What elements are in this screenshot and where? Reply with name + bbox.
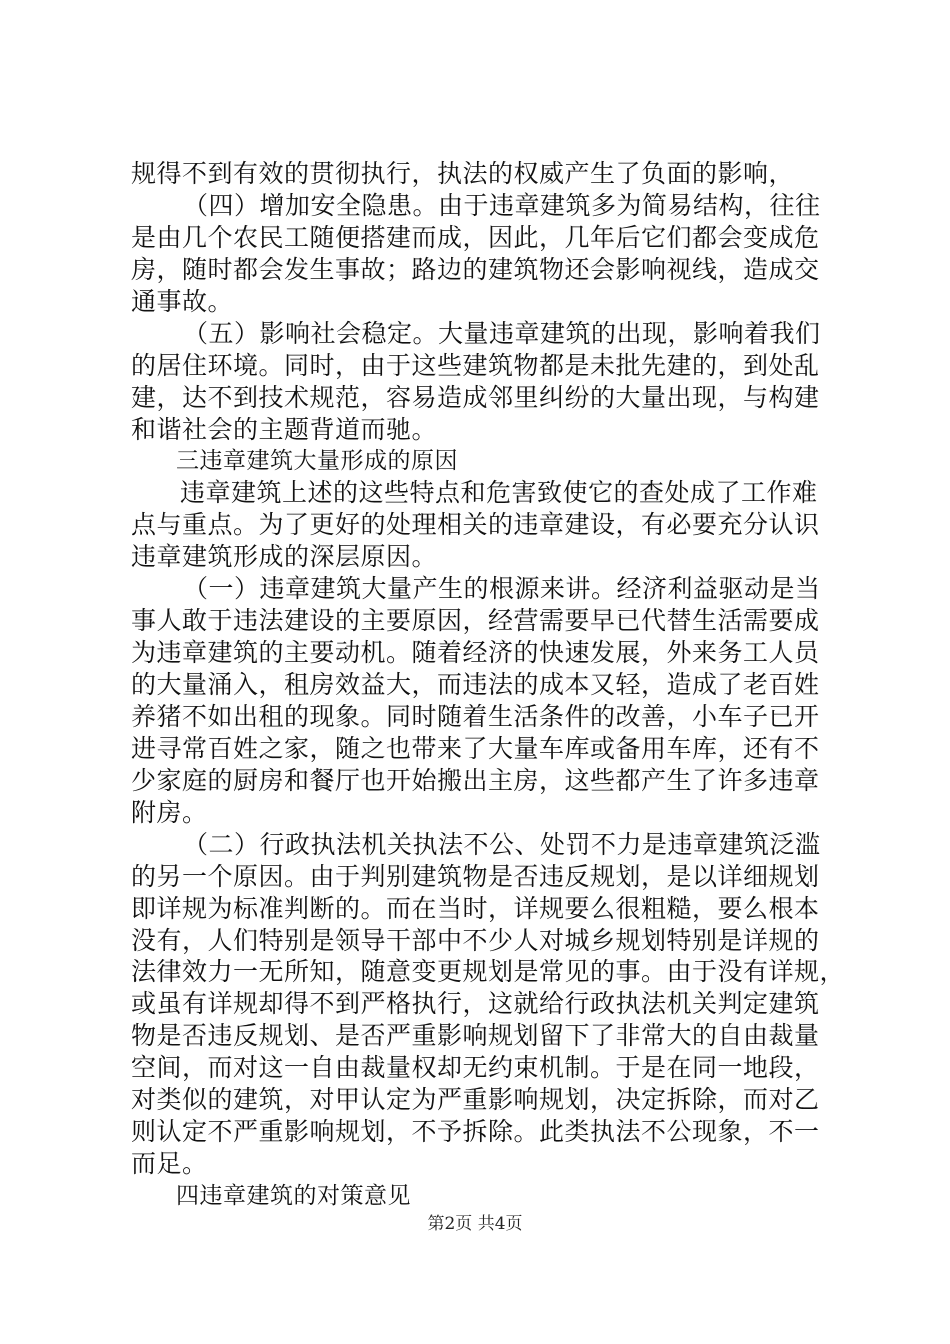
- text-line: 的另一个原因。由于判别建筑物是否违反规划，是以详细规划: [131, 862, 820, 891]
- text-line: （四）增加安全隐患。由于违章建筑多为简易结构，往往: [183, 191, 821, 220]
- text-line: 即详规为标准判断的。而在当时，详规要么很粗糙，要么根本: [131, 894, 820, 923]
- section-heading: 三违章建筑大量形成的原因: [176, 448, 458, 474]
- text-line: 建，达不到技术规范，容易造成邻里纠纷的大量出现，与构建: [131, 383, 820, 412]
- text-line: 违章建筑形成的深层原因。: [131, 542, 438, 571]
- text-line: 点与重点。为了更好的处理相关的违章建设，有必要充分认识: [131, 510, 820, 539]
- text-line: 通事故。: [131, 287, 234, 316]
- page-number-footer: 第2页 共4页: [427, 1214, 523, 1234]
- text-line: 空间，而对这一自由裁量权却无约束机制。于是在同一地段，: [131, 1053, 820, 1082]
- text-line: 则认定不严重影响规划，不予拆除。此类执法不公现象，不一: [131, 1117, 820, 1146]
- text-line: 规得不到有效的贯彻执行，执法的权威产生了负面的影响，: [131, 159, 795, 188]
- text-line: 房，随时都会发生事故；路边的建筑物还会影响视线，造成交: [131, 255, 820, 284]
- text-line: 少家庭的厨房和餐厅也开始搬出主房，这些都产生了许多违章: [131, 766, 820, 795]
- text-line: 或虽有详规却得不到严格执行，这就给行政执法机关判定建筑: [131, 989, 820, 1018]
- text-line: 对类似的建筑，对甲认定为严重影响规划，决定拆除，而对乙: [131, 1085, 820, 1114]
- text-line: 的居住环境。同时，由于这些建筑物都是未批先建的，到处乱: [131, 351, 820, 380]
- text-line: 进寻常百姓之家，随之也带来了大量车库或备用车库，还有不: [131, 734, 820, 763]
- text-line: 而足。: [131, 1149, 208, 1178]
- text-line: 没有，人们特别是领导干部中不少人对城乡规划特别是详规的: [131, 926, 820, 955]
- text-line: 是由几个农民工随便搭建而成，因此，几年后它们都会变成危: [131, 223, 820, 252]
- text-line: （二）行政执法机关执法不公、处罚不力是违章建筑泛滥: [183, 830, 821, 859]
- text-line: 法律效力一无所知，随意变更规划是常见的事。由于没有详规，: [131, 957, 846, 986]
- section-heading: 四违章建筑的对策意见: [176, 1183, 411, 1209]
- text-line: 违章建筑上述的这些特点和危害致使它的查处成了工作难: [180, 478, 818, 507]
- text-line: 事人敢于违法建设的主要原因，经营需要早已代替生活需要成: [131, 606, 820, 635]
- text-line: 为违章建筑的主要动机。随着经济的快速发展，外来务工人员: [131, 638, 820, 667]
- text-line: 养猪不如出租的现象。同时随着生活条件的改善，小车子已开: [131, 702, 820, 731]
- text-line: 的大量涌入，租房效益大，而违法的成本又轻，造成了老百姓: [131, 670, 820, 699]
- text-line: 和谐社会的主题背道而驰。: [131, 415, 438, 444]
- text-line: （五）影响社会稳定。大量违章建筑的出现，影响着我们: [183, 319, 821, 348]
- text-line: 附房。: [131, 798, 208, 827]
- text-line: （一）违章建筑大量产生的根源来讲。经济利益驱动是当: [183, 574, 821, 603]
- text-line: 物是否违反规划、是否严重影响规划留下了非常大的自由裁量: [131, 1021, 820, 1050]
